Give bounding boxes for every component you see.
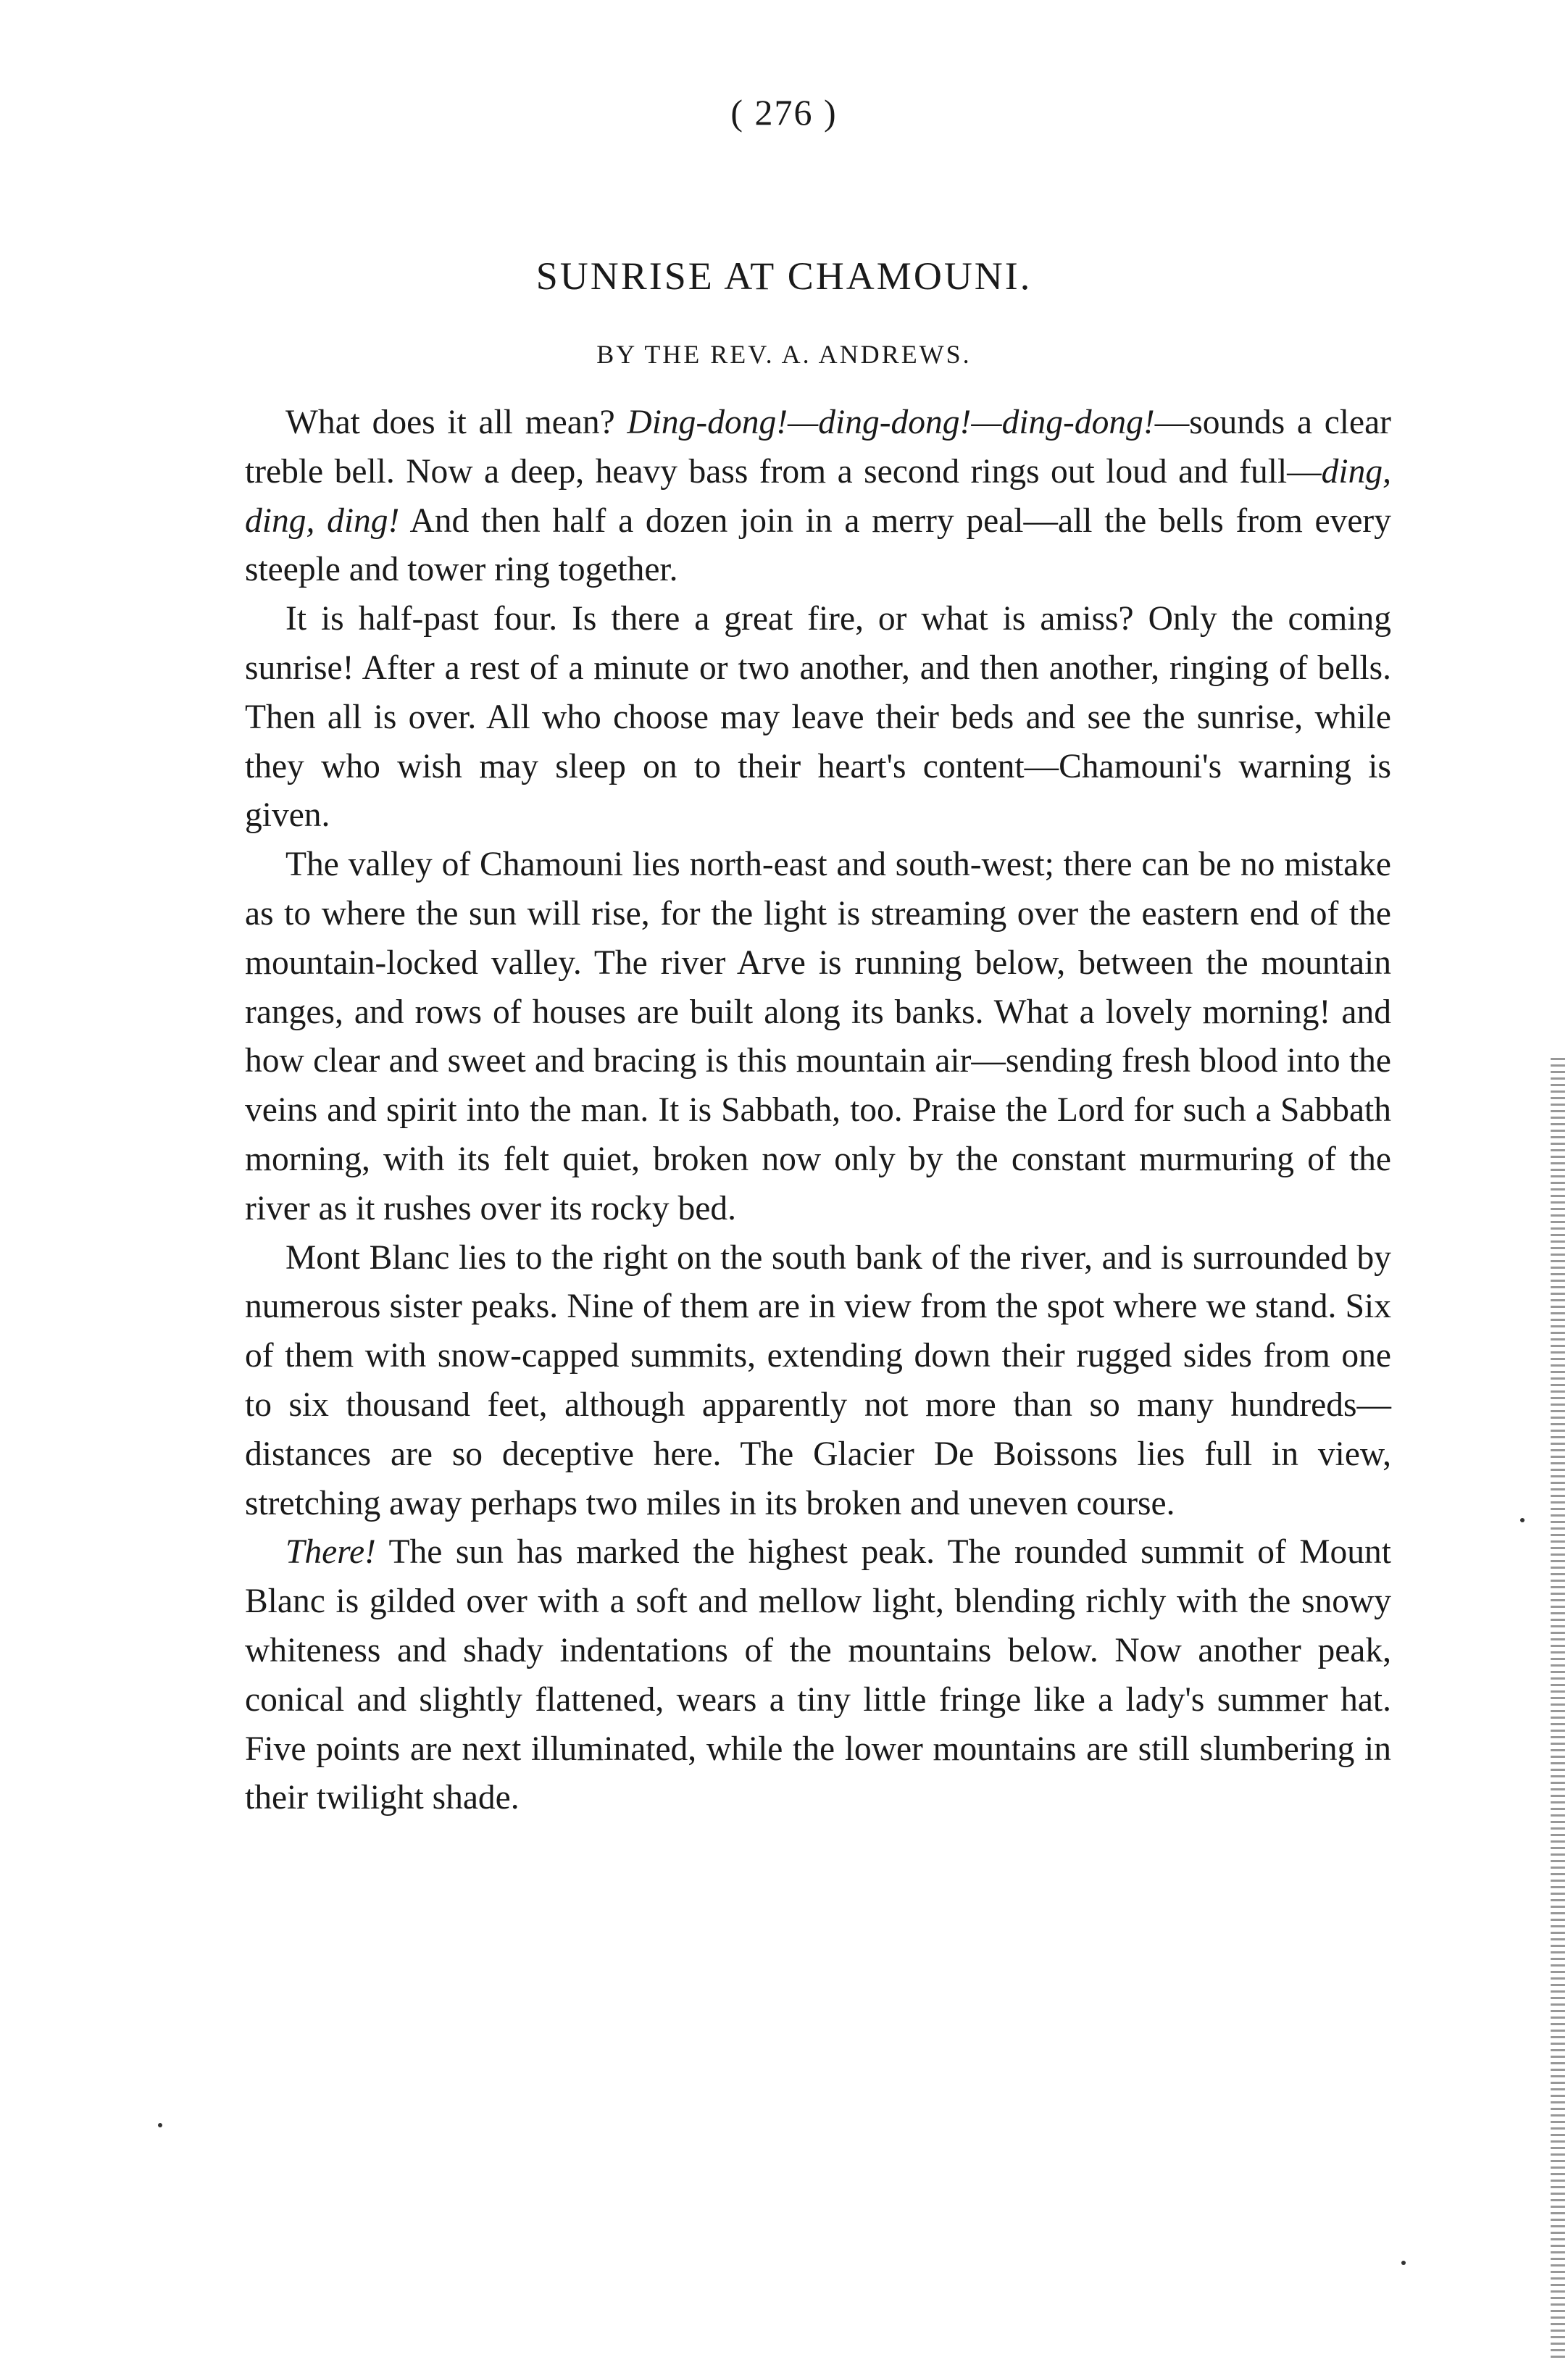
text-run: The sun has marked the highest peak. The rounded summit of Mount Blanc is gilded over with a soft and mellow light, blending richly with the snowy whiteness and shady indentations of the mountains below. Now another peak, conical and slightly flattened, wears a tiny little fringe like a lady's summer hat. Five points are next illuminated, while the lower mountains are still slumbering in their twilight shade. — [245, 1533, 1391, 1817]
binding-edge-marks — [1551, 1058, 1565, 2362]
text-run: The valley of Chamouni lies north-east and south-west; there can be no mistake as to where the sun will rise, for the light is streaming over the eastern end of the mountain-locked valley. The river Arve is running below, between the mountain ranges, and rows of houses are built along its banks. What a lovely morning! and how clear and sweet and bracing is this mountain air—sending fresh blood into the veins and spirit into the man. It is Sabbath, too. Praise the Lord for such a Sabbath morning, with its felt quiet, broken now only by the constant murmuring of the river as it rushes over its rocky bed. — [245, 846, 1391, 1227]
paragraph — [245, 1528, 1391, 1823]
article-title: SUNRISE AT CHAMOUNI. — [535, 254, 1033, 298]
italic-text: Ding-dong!—ding-dong!—ding-dong! — [627, 404, 1155, 441]
paragraph — [245, 399, 1391, 595]
italic-text: ding, ding, ding! — [245, 452, 1391, 540]
print-speck — [1520, 1518, 1525, 1522]
paragraph — [245, 841, 1391, 1233]
print-speck — [1401, 2261, 1406, 2265]
italic-text: There! — [285, 1533, 376, 1572]
text-run: What does it all mean? — [285, 404, 627, 441]
text-run: —sounds a clear treble bell. Now a deep, heavy bass from a second rings out loud and full— — [245, 404, 1391, 491]
print-speck — [158, 2123, 162, 2127]
article-body — [245, 399, 1391, 1823]
author-byline: BY THE REV. A. ANDREWS. — [596, 340, 972, 369]
paragraph — [245, 595, 1391, 841]
text-run: Mont Blanc lies to the right on the south bank of the river, and is surrounded by numerous sister peaks. Nine of them are in view from the spot where we stand. Six of them with snow-capped summits, extending down their rugged sides from one to six thousand feet, although apparently not more than so many hundreds—distances are so deceptive here. The Glacier De Boissons lies full in view, stretching away perhaps two miles in its broken and uneven course. — [245, 1238, 1391, 1522]
text-run: And then half a dozen join in a merry peal—all the bells from every steeple and tower ring together. — [245, 501, 1391, 589]
paragraph — [245, 1234, 1391, 1529]
page-number: ( 276 ) — [730, 92, 838, 133]
text-run: It is half-past four. Is there a great fire, or what is amiss? Only the coming sunrise! After a rest of a minute or two another, and then another, ringing of bells. Then all is over. All who choose may leave their beds and see the sunrise, while they who wish may sleep on to their heart's content—Chamouni's warning is given. — [245, 600, 1391, 835]
